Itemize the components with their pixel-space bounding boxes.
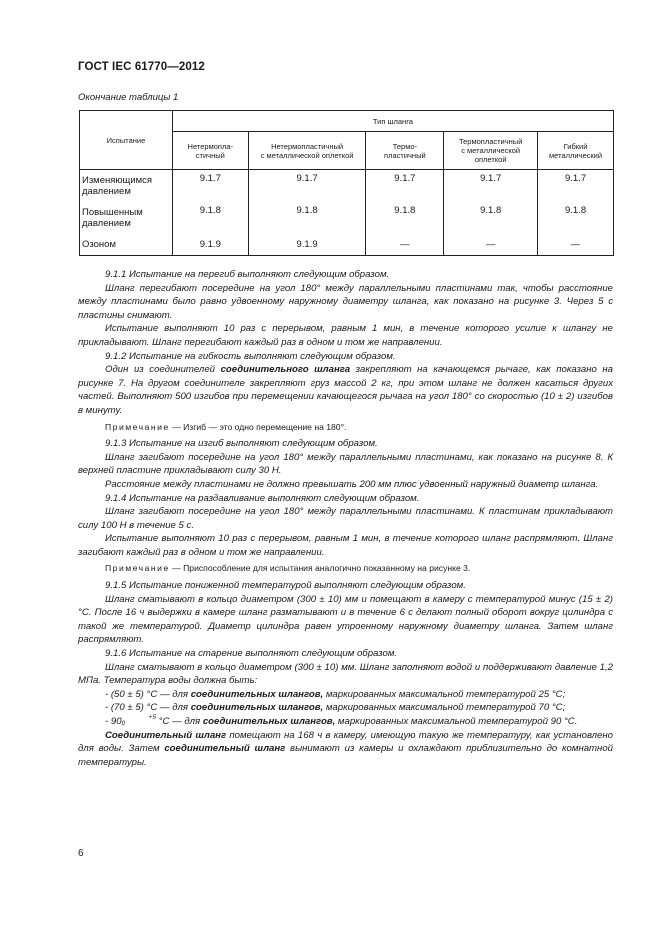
cell: 9.1.7 <box>366 170 444 202</box>
cell: 9.1.8 <box>444 202 538 234</box>
cell: 9.1.7 <box>538 170 614 202</box>
paragraph: Расстояние между пластинами не должно превышать 200 мм плюс удвоенный наружный диаметр шланга. <box>105 478 599 490</box>
body-text <box>78 268 613 769</box>
row-label: Повышенным давлением <box>80 202 173 234</box>
cell: 9.1.9 <box>248 234 366 256</box>
cell: 9.1.8 <box>366 202 444 234</box>
row-head: Испытание <box>80 111 173 170</box>
paragraph: Соединительный шланг помещают на 168 ч в камеру, имеющую такую же температуру, как установлено для воды. Затем соединительный шланг вынимают из камеры и охлаждают приблизительно до комнатной температуры. <box>78 729 614 768</box>
section-9-1-6-title: 9.1.6 Испытание на старение выполняют следующим образом. <box>105 648 398 660</box>
row-label: Озоном <box>80 234 173 256</box>
list-item: - (70 ± 5) °С — для соединительных шлангов, маркированных максимальной температурой 70 °С; <box>105 702 566 714</box>
row-label: Изменяющимся давлением <box>80 170 173 202</box>
paragraph: Шланг сматывают в кольцо диаметром (300 ± 10) мм и помещают в камеру с температурой минус (15 ± 2) °С. После 16 ч выдержки в камере шланг разматывают и в течение 6 с делают полный оборот вокруг цилиндра с такой же температурой. Диаметр цилиндра равен утроенному наружному диаметру шланга. Затем шланг распрямляют. <box>78 593 613 646</box>
cell: 9.1.8 <box>538 202 614 234</box>
list-item: - (50 ± 5) °С — для соединительных шлангов, маркированных максимальной температурой 25 °С; <box>105 688 566 700</box>
paragraph: Испытание выполняют 10 раз с перерывом, равным 1 мин, в течение которого шланг распрямляют. Шланг загибают каждый раз в одном и том же направлении. <box>78 533 613 558</box>
cell: 9.1.8 <box>172 202 248 234</box>
page-number: 6 <box>78 848 84 859</box>
test-table <box>79 110 614 256</box>
cell: 9.1.7 <box>444 170 538 202</box>
section-9-1-2-title: 9.1.2 Испытание на гибкость выполняют следующим образом. <box>105 350 396 362</box>
paragraph: Шланг загибают посередине на угол 180° между параллельными пластинами, как показано на рисунке 8. К верхней пластине прикладывают силу 30 Н. <box>78 451 613 477</box>
table-row <box>80 234 614 256</box>
cell: — <box>444 234 538 256</box>
cell: 9.1.8 <box>248 202 366 234</box>
cell: 9.1.7 <box>248 170 366 202</box>
table-row <box>80 202 614 234</box>
cell: 9.1.7 <box>172 170 248 202</box>
col-head: Гибкий металлический <box>538 132 614 170</box>
section-9-1-3-title: 9.1.3 Испытание на изгиб выполняют следующим образом. <box>105 438 378 450</box>
section-9-1-1-title: 9.1.1 Испытание на перегиб выполняют следующим образом. <box>105 269 390 280</box>
paragraph: Шланг загибают посередине на угол 180° между параллельными пластинами. К пластинам прикладывают силу 100 Н в течение 5 с. <box>78 506 613 531</box>
col-head: Нетермопла- стичный <box>172 132 248 170</box>
table-caption: Окончание таблицы 1 <box>78 92 179 103</box>
document-header: ГОСТ IEC 61770—2012 <box>78 61 205 73</box>
note: Примечание — Приспособление для испытания аналогично показанному на рисунке 3. <box>105 563 471 574</box>
list-item: - 90 +5 0 °С — для соединительных шлангов, маркированных максимальной температурой 90 °С. <box>105 714 578 728</box>
cell: — <box>538 234 614 256</box>
table-row <box>80 170 614 202</box>
cell: 9.1.9 <box>172 234 248 256</box>
col-head: Нетермопластичный с металлической оплеткой <box>248 132 366 170</box>
cell: — <box>366 234 444 256</box>
col-head: Термопластичный с металлической оплеткой <box>444 132 538 170</box>
section-9-1-5-title: 9.1.5 Испытание пониженной температурой выполняют следующим образом. <box>105 580 466 592</box>
col-group-head: Тип шланга <box>172 111 613 132</box>
paragraph: Испытание выполняют 10 раз с перерывом, равным 1 мин, в течение которого усилие к шлангу не прикладывают. Шланг перегибают каждый раз в одном и том же направлении. <box>78 323 613 348</box>
note: Примечание — Изгиб — это одно перемещение на 180°. <box>105 421 347 432</box>
paragraph: Шланг сматывают в кольцо диаметром (300 ± 10) мм. Шланг заполняют водой и поддерживают давление 1,2 МПа. Температура воды должна быть: <box>78 661 613 687</box>
section-9-1-4-title: 9.1.4 Испытание на раздавливание выполняют следующим образом. <box>105 492 420 504</box>
paragraph: Шланг перегибают посередине на угол 180° между параллельными пластинами так, чтобы расстояние между пластинами было равно удвоенному наружному диаметру шланга, как показано на рисунке 3. Через 5 с пластины снимают. <box>78 282 613 321</box>
col-head: Термо- пластичный <box>366 132 444 170</box>
paragraph: Один из соединителей соединительного шланга закрепляют на качающемся рычаге, как показано на рисунке 7. На другом соединителе закрепляют груз массой 2 кг, при этом шланг не должен касаться других частей. Выполняют 500 изгибов при перемещении качающегося рычага на угол 180° со скоростью (10 ± 2) изгибов в минуту. <box>78 364 613 416</box>
